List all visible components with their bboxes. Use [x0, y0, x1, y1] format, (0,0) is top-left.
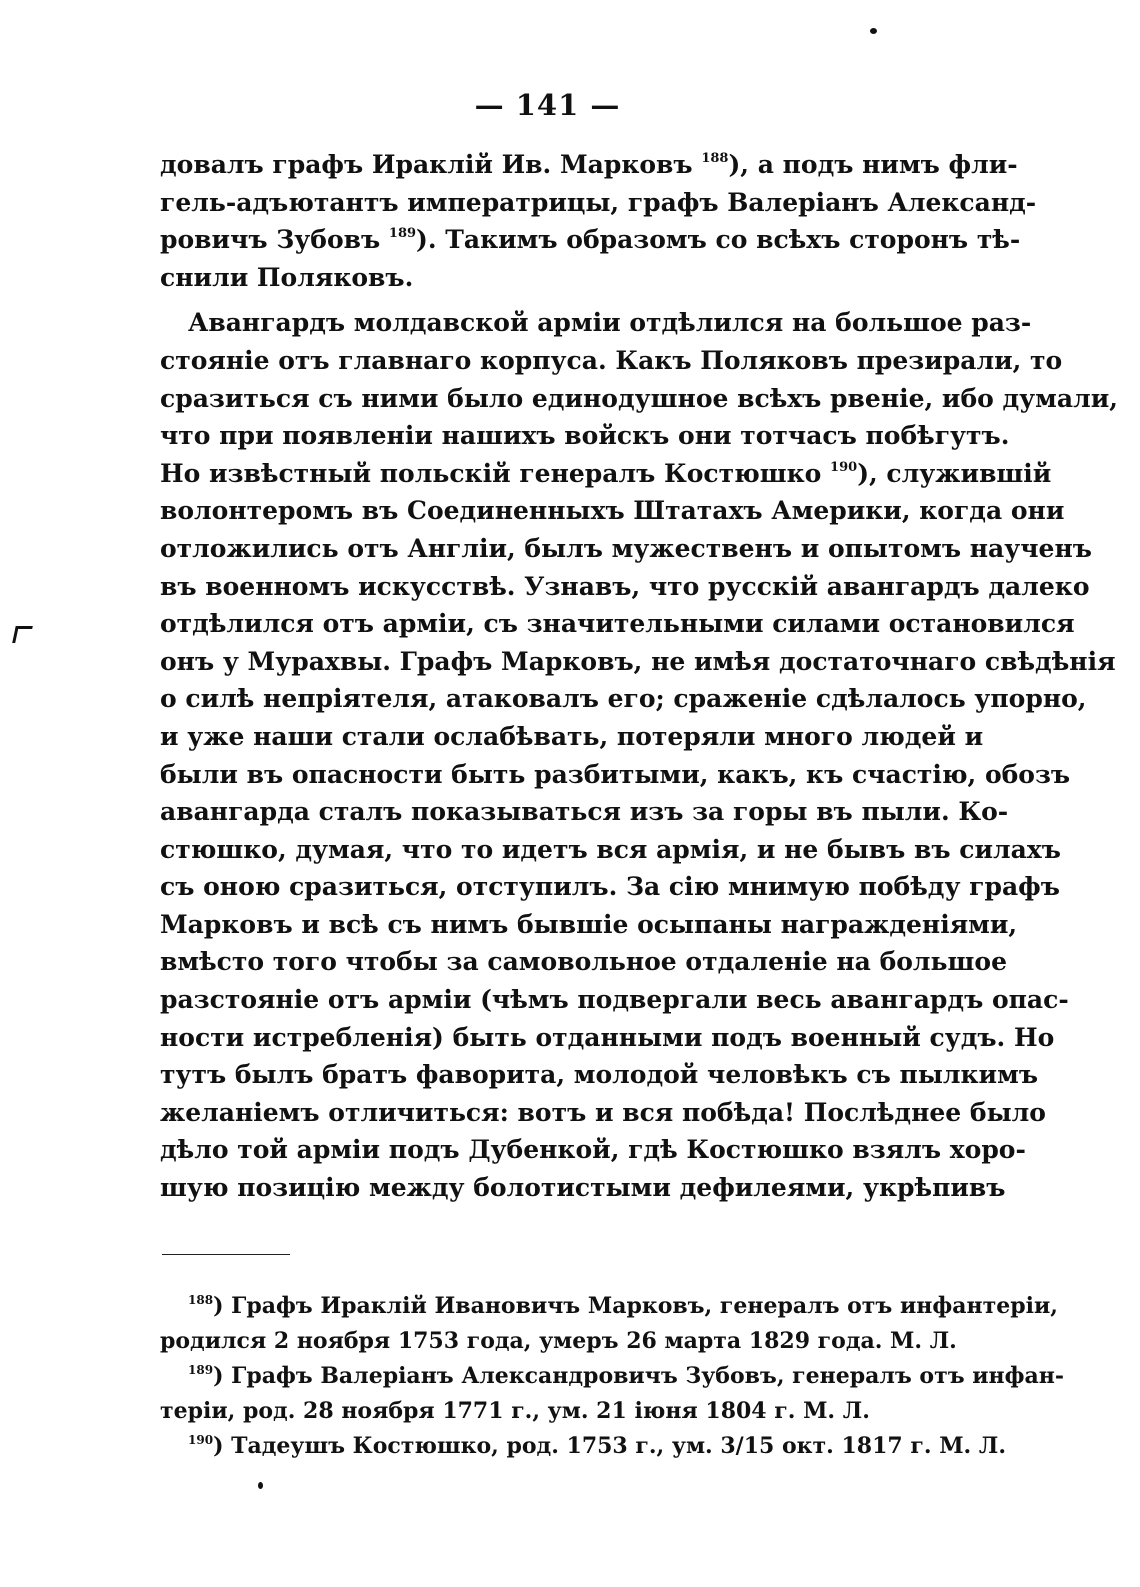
text-line: съ оною сразиться, отступилъ. За сію мнимую побѣду графъ — [160, 872, 1060, 902]
text-line: Но извѣстный польскій генералъ Костюшко $^{190}$), служившій — [160, 458, 1052, 488]
footnote-189: $^{189}$) Графъ Валеріанъ Александровичъ Зубовъ, генералъ отъ инфан- — [188, 1363, 1064, 1389]
text-line: разстояніе отъ арміи (чѣмъ подвергали весь авангардъ опас- — [160, 985, 1069, 1015]
text-line: волонтеромъ въ Соединенныхъ Штатахъ Америки, когда они — [160, 496, 1065, 526]
text-line: отложились отъ Англіи, былъ мужественъ и опытомъ наученъ — [160, 533, 1092, 563]
footnote-188-cont: родился 2 ноября 1753 года, умеръ 26 марта 1829 года. М. Л. — [160, 1328, 957, 1354]
footnote-number: 190 — [188, 1433, 214, 1447]
text-line: стояніе отъ главнаго корпуса. Какъ Поляковъ презирали, то — [160, 345, 1063, 375]
ink-speck — [258, 1482, 263, 1489]
footnote-190: $^{190}$) Тадеушъ Костюшко, род. 1753 г., ум. 3/15 окт. 1817 г. М. Л. — [188, 1433, 1006, 1459]
text-line: ности истребленія) быть отданными подъ военный судъ. Но — [160, 1022, 1055, 1052]
footnote-divider — [162, 1254, 290, 1255]
text-line: отдѣлился отъ арміи, съ значительными силами остановился — [160, 609, 1075, 639]
text-line: тутъ былъ братъ фаворита, молодой человѣкъ съ пылкимъ — [160, 1060, 1038, 1090]
text-line: желаніемъ отличиться: вотъ и вся побѣда! Послѣднее было — [160, 1097, 1046, 1127]
text-line: что при появленіи нашихъ войскъ они тотчасъ побѣгутъ. — [160, 421, 1010, 451]
text-line: и уже наши стали ослабѣвать, потеряли много людей и — [160, 721, 984, 751]
text-line: ровичъ Зубовъ $^{189}$). Такимъ образомъ со всѣхъ сторонъ тѣ- — [160, 225, 1021, 255]
text-line: дѣло той арміи подъ Дубенкой, гдѣ Костюшко взялъ хоро- — [160, 1135, 1026, 1165]
page-number: — 141 — — [474, 88, 621, 122]
footnote-number: 188 — [188, 1293, 214, 1307]
footnote-ref-190: 190 — [830, 459, 858, 475]
text-line: довалъ графъ Ираклій Ив. Марковъ $^{188}$), а подъ нимъ фли- — [160, 150, 1018, 179]
text-line: вмѣсто того чтобы за самовольное отдаленіе на большое — [160, 947, 1007, 977]
margin-mark — [12, 626, 33, 643]
footnotes — [160, 1289, 1064, 1464]
text-line: снили Поляковъ. — [160, 262, 414, 292]
text-line: въ военномъ искусствѣ. Узнавъ, что русскій авангардъ далеко — [160, 571, 1090, 601]
text-line: авангарда сталъ показываться изъ за горы въ пыли. Ко- — [160, 797, 1009, 827]
footnote-ref-189: 189 — [388, 226, 417, 242]
text-line: онъ у Мурахвы. Графъ Марковъ, не имѣя достаточнаго свѣдѣнія — [160, 646, 1116, 676]
footnote-188: $^{188}$) Графъ Ираклій Ивановичъ Марковъ, генералъ отъ инфантеріи, — [188, 1293, 1058, 1319]
body-text — [160, 146, 1118, 1207]
footnote-ref-188: 188 — [701, 151, 729, 166]
footnote-189-cont: теріи, род. 28 ноября 1771 г., ум. 21 іюня 1804 г. М. Л. — [160, 1398, 870, 1424]
text-line: шую позицію между болотистыми дефилеями, укрѣпивъ — [160, 1173, 1006, 1203]
text-line: Авангардъ молдавской арміи отдѣлился на большое раз- — [188, 308, 1032, 338]
text-line: стюшко, думая, что то идетъ вся армія, и не бывъ въ силахъ — [160, 834, 1061, 864]
text-line: гель-адъютантъ императрицы, графъ Валеріанъ Александ- — [160, 187, 1037, 217]
text-line: о силѣ непріятеля, атаковалъ его; сраженіе сдѣлалось упорно, — [160, 684, 1087, 714]
text-line: Марковъ и всѣ съ нимъ бывшіе осыпаны награжденіями, — [160, 909, 1018, 939]
text-line: сразиться съ ними было единодушное всѣхъ рвеніе, ибо думали, — [160, 383, 1118, 413]
text-line: были въ опасности быть разбитыми, какъ, къ счастію, обозъ — [160, 759, 1071, 789]
ink-speck — [870, 28, 877, 34]
footnote-number: 189 — [188, 1363, 214, 1377]
